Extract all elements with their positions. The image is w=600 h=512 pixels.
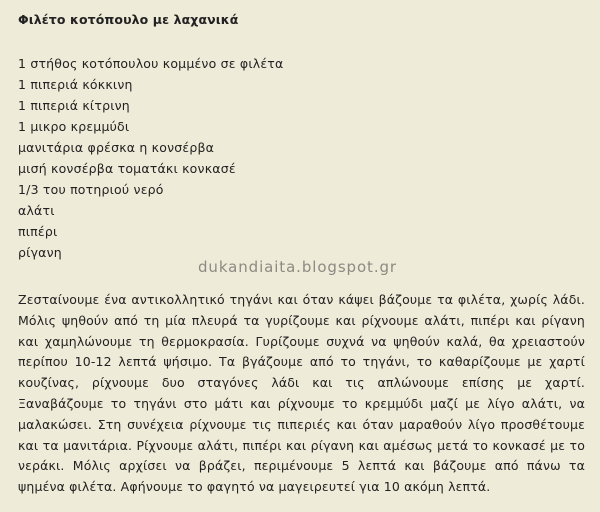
ingredient-item: 1 πιπεριά κόκκινη bbox=[18, 77, 133, 92]
ingredient-item: 1 πιπεριά κίτρινη bbox=[18, 98, 130, 113]
ingredient-item: 1 μικρο κρεμμύδι bbox=[18, 119, 130, 134]
ingredient-item: πιπέρι bbox=[18, 224, 58, 239]
ingredient-item: αλάτι bbox=[18, 203, 55, 218]
blog-watermark: dukandiaita.blogspot.gr bbox=[198, 258, 397, 276]
ingredient-item: 1/3 του ποτηριού νερό bbox=[18, 182, 164, 197]
recipe-instructions: Ζεσταίνουμε ένα αντικολλητικό τηγάνι και όταν κάψει βάζουμε τα φιλέτα, χωρίς λάδι. Μόλις ψηθούν από τη μία πλευρά τα γυρίζουμε και ρίχνουμε αλάτι, πιπέρι και ρίγανη και χαμηλώνουμε τη θερμοκρασία. Γυρίζουμε συχνά να ψηθούν καλά, θα χρειαστούν περίπου 10-12 λεπτά ψήσιμο. Τα βγάζουμε από το τηγάνι, το καθαρίζουμε με χαρτί κουζίνας, ρίχνουμε δυο σταγόνες λάδι και τις απλώνουμε επίσης με χαρτί. Ξαναβάζουμε το τηγάνι στο μάτι και ρίχνουμε το κρεμμύδι μαζί με λίγο αλάτι, να μαλακώσει. Στη συνέχεια ρίχνουμε τις πιπεριές και όταν μαραθούν λίγο προσθέτουμε και τα μανιτάρια. Ρίχνουμε αλάτι, πιπέρι και ρίγανη και αμέσως μετά το κονκασέ με το νεράκι. Μόλις αρχίσει να βράζει, περιμένουμε 5 λεπτά και βάζουμε από πάνω τα ψημένα φιλέτα. Αφήνουμε το φαγητό να μαγειρευτεί για 10 ακόμη λεπτά. bbox=[18, 292, 585, 495]
ingredient-item: ρίγανη bbox=[18, 245, 62, 260]
ingredient-item: μισή κονσέρβα τοματάκι κονκασέ bbox=[18, 161, 236, 176]
ingredients-list bbox=[18, 53, 283, 263]
ingredient-item: μανιτάρια φρέσκα η κονσέρβα bbox=[18, 140, 215, 155]
ingredient-item: 1 στήθος κοτόπουλου κομμένο σε φιλέτα bbox=[18, 56, 284, 71]
recipe-title: Φιλέτο κοτόπουλο με λαχανικά bbox=[18, 12, 239, 27]
